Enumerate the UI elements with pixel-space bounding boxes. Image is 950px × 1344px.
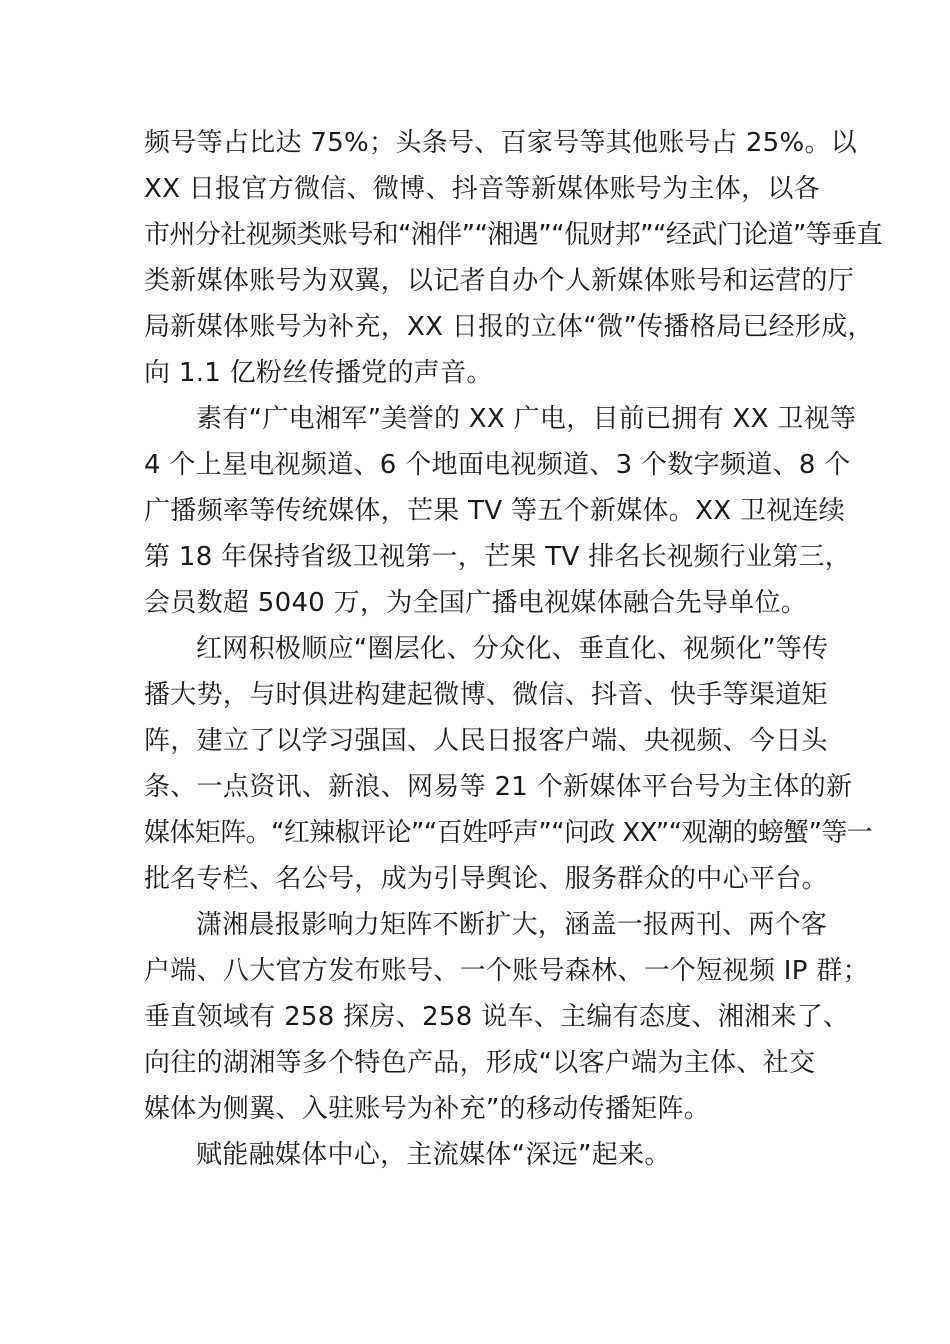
text-line: 第 18 年保持省级卫视第一，芒果 TV 排名长视频行业第三， xyxy=(144,542,852,572)
text-line: 条、一点资讯、新浪、网易等 21 个新媒体平台号为主体的新 xyxy=(144,772,853,802)
text-line: 局新媒体账号为补充，XX 日报的立体“微”传播格局已经形成， xyxy=(144,312,874,342)
text-line: 广播频率等传统媒体，芒果 TV 等五个新媒体。XX 卫视连续 xyxy=(144,496,846,526)
text-line: 垂直领域有 258 探房、258 说车、主编有态度、湘湘来了、 xyxy=(144,1002,850,1032)
text-line: 素有“广电湘军”美誉的 XX 广电，目前已拥有 XX 卫视等 xyxy=(196,404,857,434)
paragraph-xiaoxiang-morning xyxy=(144,902,869,1132)
text-line: 户端、八大官方发布账号、一个账号森林、一个短视频 IP 群； xyxy=(144,956,869,986)
text-line: 红网积极顺应“圈层化、分众化、垂直化、视频化”等传 xyxy=(196,634,829,664)
text-line: 潇湘晨报影响力矩阵不断扩大，涵盖一报两刊、两个客 xyxy=(196,910,828,940)
text-line: 频号等占比达 75%；头条号、百家号等其他账号占 25%。以 xyxy=(144,128,858,158)
text-line: 向 1.1 亿粉丝传播党的声音。 xyxy=(144,358,493,388)
paragraph-xx-daily xyxy=(144,120,882,396)
paragraph-media-center xyxy=(144,1132,824,1178)
text-line: 市州分社视频类账号和“湘伴”“湘遇”“侃财邦”“经武门论道”等垂直 xyxy=(144,220,882,250)
paragraph-hongwang xyxy=(144,626,873,902)
text-line: 播大势，与时俱进构建起微博、微信、抖音、快手等渠道矩 xyxy=(144,680,828,710)
document-body xyxy=(144,120,882,1178)
text-line: 会员数超 5040 万，为全国广播电视媒体融合先导单位。 xyxy=(144,588,808,618)
text-line: 4 个上星电视频道、6 个地面电视频道、3 个数字频道、8 个 xyxy=(144,450,851,480)
text-line: XX 日报官方微信、微博、抖音等新媒体账号为主体，以各 xyxy=(144,174,820,204)
text-line: 媒体为侧翼、入驻账号为补充”的移动传播矩阵。 xyxy=(144,1094,711,1124)
text-line: 阵，建立了以学习强国、人民日报客户端、央视频、今日头 xyxy=(144,726,828,756)
text-line: 批名专栏、名公号，成为引导舆论、服务群众的中心平台。 xyxy=(144,864,828,894)
text-line: 赋能融媒体中心，主流媒体“深远”起来。 xyxy=(196,1140,671,1170)
text-line: 类新媒体账号为双翼，以记者自办个人新媒体账号和运营的厅 xyxy=(144,266,855,296)
text-line: 媒体矩阵。“红辣椒评论”“百姓呼声”“问政 XX”“观潮的螃蟹”等一 xyxy=(144,818,873,848)
text-line: 向往的湖湘等多个特色产品，形成“以客户端为主体、社交 xyxy=(144,1048,816,1078)
paragraph-xx-broadcast xyxy=(144,396,857,626)
